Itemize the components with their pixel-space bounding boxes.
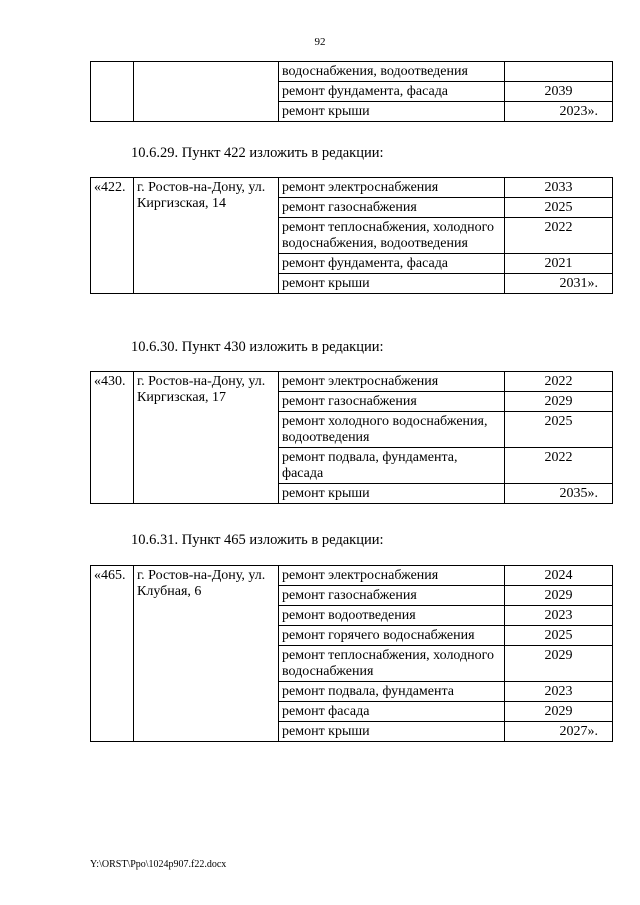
year-cell: 2033 — [505, 178, 613, 198]
address-cell — [134, 62, 279, 122]
item-number: «430. — [91, 372, 134, 504]
year-cell: 2023». — [505, 102, 613, 122]
year-cell: 2022 — [505, 218, 613, 254]
table-row — [91, 178, 613, 198]
item-table-465 — [90, 565, 613, 742]
year-cell: 2024 — [505, 566, 613, 586]
item-table-430 — [90, 371, 613, 504]
work-cell: ремонт водоотведения — [279, 606, 505, 626]
work-cell: ремонт электроснабжения — [279, 372, 505, 392]
section-heading: 10.6.30. Пункт 430 изложить в редакции: — [131, 339, 384, 355]
year-cell: 2023 — [505, 682, 613, 702]
work-cell: ремонт крыши — [279, 274, 505, 294]
year-cell: 2031». — [505, 274, 613, 294]
work-cell: ремонт теплоснабжения, холодного водоснабжения, водоотведения — [279, 218, 505, 254]
table-row — [91, 566, 613, 586]
year-cell: 2027». — [505, 722, 613, 742]
year-cell: 2039 — [505, 82, 613, 102]
year-cell — [505, 62, 613, 82]
year-cell: 2023 — [505, 606, 613, 626]
address-cell: г. Ростов-на-Дону, ул. Киргизская, 17 — [134, 372, 279, 504]
continuation-table — [90, 61, 613, 122]
address-cell: г. Ростов-на-Дону, ул. Киргизская, 14 — [134, 178, 279, 294]
year-cell: 2035». — [505, 484, 613, 504]
section-heading: 10.6.31. Пункт 465 изложить в редакции: — [131, 532, 384, 548]
work-cell: ремонт фундамента, фасада — [279, 254, 505, 274]
year-cell: 2021 — [505, 254, 613, 274]
work-cell: ремонт горячего водоснабжения — [279, 626, 505, 646]
work-cell: ремонт теплоснабжения, холодного водоснабжения — [279, 646, 505, 682]
year-cell: 2022 — [505, 372, 613, 392]
work-cell: ремонт холодного водоснабжения, водоотведения — [279, 412, 505, 448]
work-cell: ремонт газоснабжения — [279, 392, 505, 412]
work-cell: ремонт фундамента, фасада — [279, 82, 505, 102]
address-cell: г. Ростов-на-Дону, ул. Клубная, 6 — [134, 566, 279, 742]
year-cell: 2029 — [505, 702, 613, 722]
work-cell: ремонт крыши — [279, 722, 505, 742]
year-cell: 2029 — [505, 586, 613, 606]
work-cell: ремонт газоснабжения — [279, 198, 505, 218]
work-cell: ремонт крыши — [279, 102, 505, 122]
page-number: 92 — [314, 36, 326, 48]
table-row — [91, 372, 613, 392]
section-heading: 10.6.29. Пункт 422 изложить в редакции: — [131, 145, 384, 161]
work-cell: ремонт электроснабжения — [279, 178, 505, 198]
work-cell: ремонт подвала, фундамента, фасада — [279, 448, 505, 484]
item-table-422 — [90, 177, 613, 294]
work-cell: водоснабжения, водоотведения — [279, 62, 505, 82]
number-cell — [91, 62, 134, 122]
work-cell: ремонт фасада — [279, 702, 505, 722]
year-cell: 2025 — [505, 412, 613, 448]
year-cell: 2025 — [505, 198, 613, 218]
year-cell: 2022 — [505, 448, 613, 484]
file-path-footer: Y:\ORST\Ppo\1024p907.f22.docx — [90, 859, 227, 870]
work-cell: ремонт крыши — [279, 484, 505, 504]
item-number: «422. — [91, 178, 134, 294]
work-cell: ремонт электроснабжения — [279, 566, 505, 586]
year-cell: 2025 — [505, 626, 613, 646]
item-number: «465. — [91, 566, 134, 742]
year-cell: 2029 — [505, 646, 613, 682]
work-cell: ремонт газоснабжения — [279, 586, 505, 606]
table-row — [91, 62, 613, 82]
year-cell: 2029 — [505, 392, 613, 412]
work-cell: ремонт подвала, фундамента — [279, 682, 505, 702]
